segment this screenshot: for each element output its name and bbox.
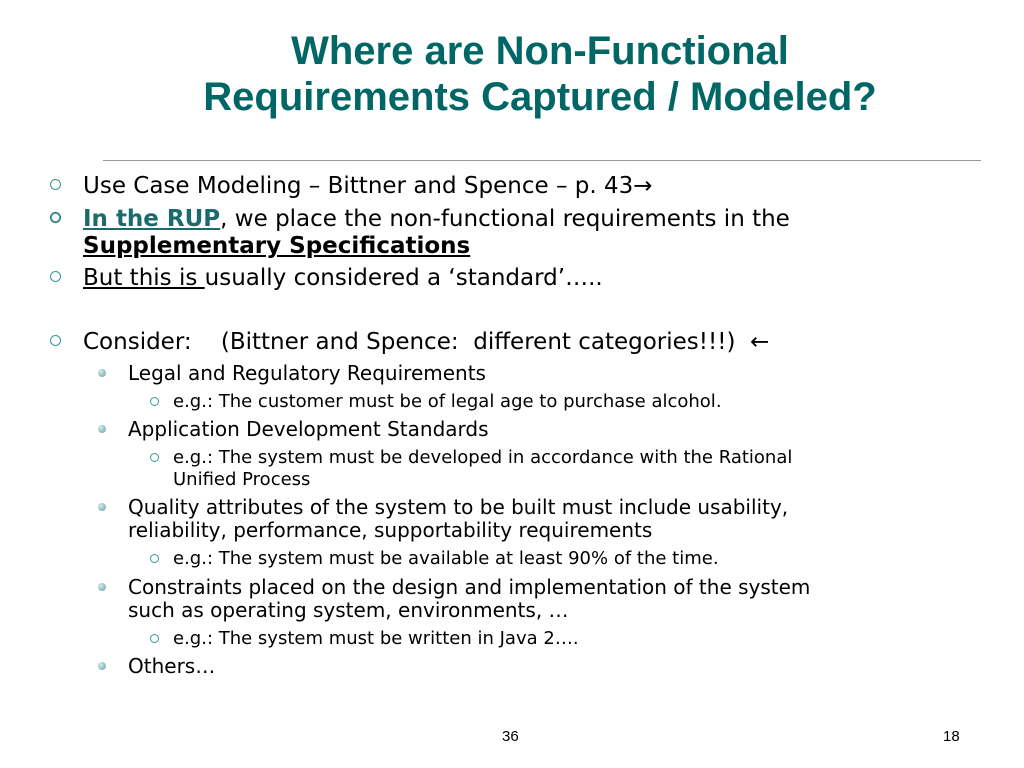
- appdev-text: Application Development Standards: [128, 417, 489, 441]
- appdev-example-line-1: e.g.: The system must be developed in accordance with the Rational: [173, 447, 793, 468]
- dot-bullet-icon: [98, 662, 106, 670]
- dot-bullet-icon: [98, 425, 106, 433]
- rup-link: In the RUP: [83, 206, 221, 232]
- right-arrow-icon: →: [633, 173, 653, 199]
- others-text: Others…: [128, 654, 216, 678]
- example-app-dev: [173, 447, 983, 491]
- circle-bullet-icon: [150, 397, 159, 406]
- example-quality: [173, 548, 983, 570]
- bullet-in-the-rup: [83, 206, 983, 260]
- legal-text: Legal and Regulatory Requirements: [128, 361, 486, 385]
- footer-slide-number: 18: [943, 728, 960, 745]
- sub-bullet-app-dev: [128, 418, 988, 441]
- quality-example-text: e.g.: The system must be available at least 90% of the time.: [173, 548, 719, 569]
- constraints-line-2: such as operating system, environments, …: [128, 598, 569, 622]
- slide-title-line-1: Where are Non-Functional: [291, 29, 789, 73]
- circle-bullet-icon: [150, 554, 159, 563]
- standard-underlined-text: But this is: [83, 265, 205, 291]
- dot-bullet-icon: [98, 503, 106, 511]
- dot-bullet-icon: [98, 369, 106, 377]
- circle-bullet-icon: [50, 212, 61, 223]
- circle-bullet-icon: [50, 179, 61, 190]
- dot-bullet-icon: [98, 583, 106, 591]
- bullet-use-case-modeling: [83, 173, 983, 200]
- example-legal: [173, 391, 983, 413]
- circle-bullet-icon: [50, 271, 61, 282]
- rup-text: , we place the non-functional requirements in the: [220, 206, 790, 232]
- legal-example-text: e.g.: The customer must be of legal age to purchase alcohol.: [173, 391, 722, 412]
- example-constraints: [173, 628, 983, 650]
- left-arrow-icon: ←: [750, 329, 770, 355]
- bullet-standard: [83, 265, 983, 292]
- quality-line-2: reliability, performance, supportability requirements: [128, 518, 653, 542]
- sub-bullet-quality: [128, 496, 988, 542]
- circle-bullet-icon: [50, 335, 61, 346]
- sub-bullet-legal: [128, 362, 988, 385]
- bullet-consider: [83, 329, 983, 356]
- sub-bullet-constraints: [128, 576, 988, 622]
- footer-page-number-center: 36: [502, 728, 519, 745]
- sub-bullet-others: [128, 655, 988, 678]
- use-case-text: Use Case Modeling – Bittner and Spence – p. 43: [83, 173, 634, 199]
- appdev-example-line-2: Unified Process: [173, 469, 311, 490]
- slide-title-line-2: Requirements Captured / Modeled?: [203, 75, 877, 119]
- standard-text: usually considered a ‘standard’…..: [204, 265, 603, 291]
- constraints-line-1: Constraints placed on the design and implementation of the system: [128, 575, 811, 599]
- constraints-example-text: e.g.: The system must be written in Java 2….: [173, 628, 579, 649]
- circle-bullet-icon: [150, 634, 159, 643]
- supplementary-specifications-text: Supplementary Specifications: [83, 233, 471, 259]
- consider-text: Consider: (Bittner and Spence: different categories!!!): [83, 329, 751, 355]
- circle-bullet-icon: [150, 453, 159, 462]
- quality-line-1: Quality attributes of the system to be built must include usability,: [128, 495, 789, 519]
